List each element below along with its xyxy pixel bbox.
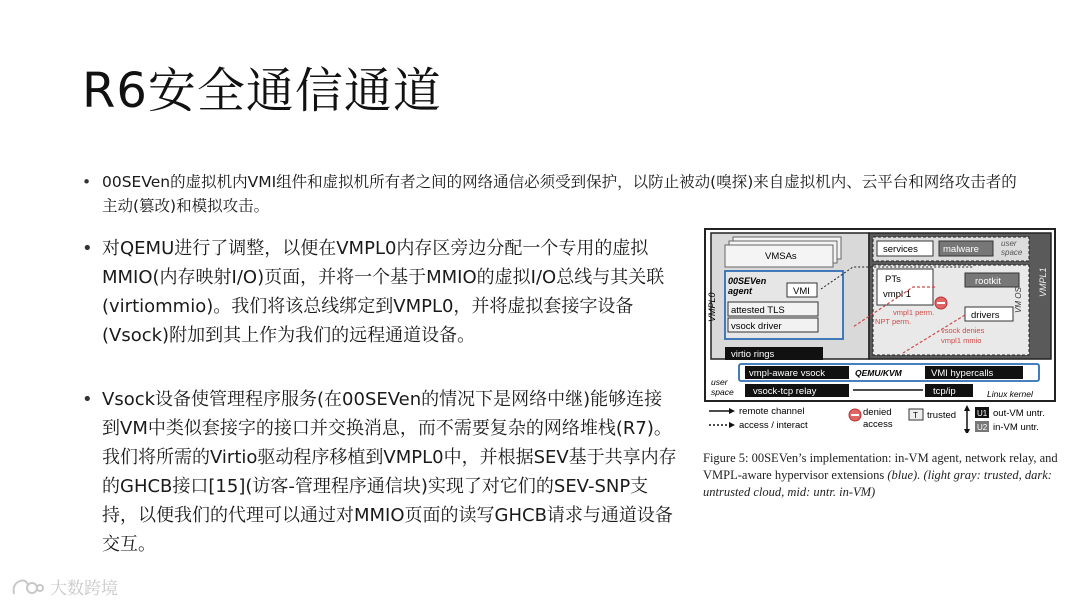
legend-denied-text: denied [863, 407, 892, 418]
linux-kernel-label: Linux kernel [987, 389, 1033, 399]
legend-remote-text: remote channel [739, 406, 805, 417]
agent-line1: 00SEVen [728, 276, 767, 286]
vmpl1-mmio-label: vmpl1 mmio [941, 336, 982, 345]
legend-u1-text: out-VM untr. [993, 408, 1045, 419]
bullet-item: • 对QEMU进行了调整，以便在VMPL0内存区旁边分配一个专用的虚拟MMIO(内存映射I/O)页面，并将一个基于MMIO的虚拟I/O总线与其关联(virtiommio)。我们将该总线绑定到VMPL0，并将虚拟套接字设备(Vsock)附加到其上作为我们的远程通道设备。 [82, 234, 680, 350]
tcp-ip-label: tcp/ip [933, 386, 956, 397]
virtio-rings-label: virtio rings [731, 349, 775, 360]
architecture-figure [703, 227, 1059, 433]
legend-trusted-text: trusted [927, 410, 957, 421]
vmpl1-label: VMPL1 [1038, 267, 1048, 297]
services-label: services [883, 244, 918, 255]
vmpl0-label: VMPL0 [707, 292, 717, 322]
bullet-list-vsock [82, 385, 680, 559]
pts-label: PTs [885, 274, 901, 285]
vmsas-label: VMSAs [765, 251, 797, 262]
rootkit-label: rootkit [975, 276, 1001, 287]
vsock-denies-label: vsock denies [941, 326, 985, 335]
legend-denied-text-2: access [863, 419, 893, 430]
pts-vmpl-label: vmpl 1 [883, 289, 911, 300]
vmi-hypercalls-label: VMI hypercalls [931, 368, 994, 379]
bullet-list-intro [82, 170, 1022, 218]
caption-main: Figure 5: 00SEVen’s implementation: in-VM agent, network relay, and VMPL-aware hypervisor extensions [703, 451, 1058, 482]
watermark-text: 大数跨境 [50, 579, 118, 599]
user-space-top-label: user space [1001, 239, 1023, 257]
architecture-diagram [703, 227, 1059, 433]
qemu-kvm-label: QEMU/KVM [855, 368, 902, 378]
vm-os-label: VM OS [1014, 287, 1023, 313]
watermark-logo-icon [10, 576, 44, 598]
vsock-driver-label: vsock driver [731, 321, 782, 332]
caption-blue: (blue). [887, 468, 921, 482]
bullet-item: • Vsock设备使管理程序服务(在00SEVen的情况下是网络中继)能够连接到VM中类似套接字的接口并交换消息，而不需要复杂的网络堆栈(R7)。我们将所需的Virtio驱动程序移植到VMPL0中，并根据SEV基于共享内存的GHCB接口[15](访客-管理程序通信块)实现了对它们的SEV-SNP支持，以便我们的代理可以通过对MMIO页面的读写GHCB请求与通道设备交互。 [82, 385, 680, 559]
user-space-bottom-1: user [711, 377, 728, 387]
agent-line2: agent [728, 286, 753, 296]
watermark [10, 574, 118, 599]
legend-u1: U1 [977, 409, 988, 418]
legend-u2-text: in-VM untr. [993, 422, 1039, 433]
figure-caption [703, 450, 1063, 501]
legend-t: T [913, 411, 918, 420]
user-space-bottom-2: space [711, 387, 734, 397]
legend-u2: U2 [977, 423, 988, 432]
vmpl1-perm-label: vmpl1 perm. [893, 308, 935, 317]
npt-perm-label: NPT perm. [875, 317, 912, 326]
malware-label: malware [943, 244, 979, 255]
drivers-label: drivers [971, 310, 1000, 321]
attested-tls-label: attested TLS [731, 305, 785, 316]
page-title: R6安全通信通道 [82, 63, 442, 119]
bullet-item: • 00SEVen的虚拟机内VMI组件和虚拟机所有者之间的网络通信必须受到保护，以防止被动(嗅探)来自虚拟机内、云平台和网络攻击者的主动(篡改)和模拟攻击。 [82, 170, 1022, 218]
vsock-tcp-relay-label: vsock-tcp relay [753, 386, 817, 397]
caption-rest: (light gray: trusted, dark: untrusted cloud, mid: untr. in-VM) [703, 468, 1052, 499]
vmi-label: VMI [793, 286, 810, 297]
bullet-list-qemu [82, 234, 680, 350]
vmpl-aware-vsock-label: vmpl-aware vsock [749, 368, 826, 379]
legend-access-text: access / interact [739, 420, 808, 431]
